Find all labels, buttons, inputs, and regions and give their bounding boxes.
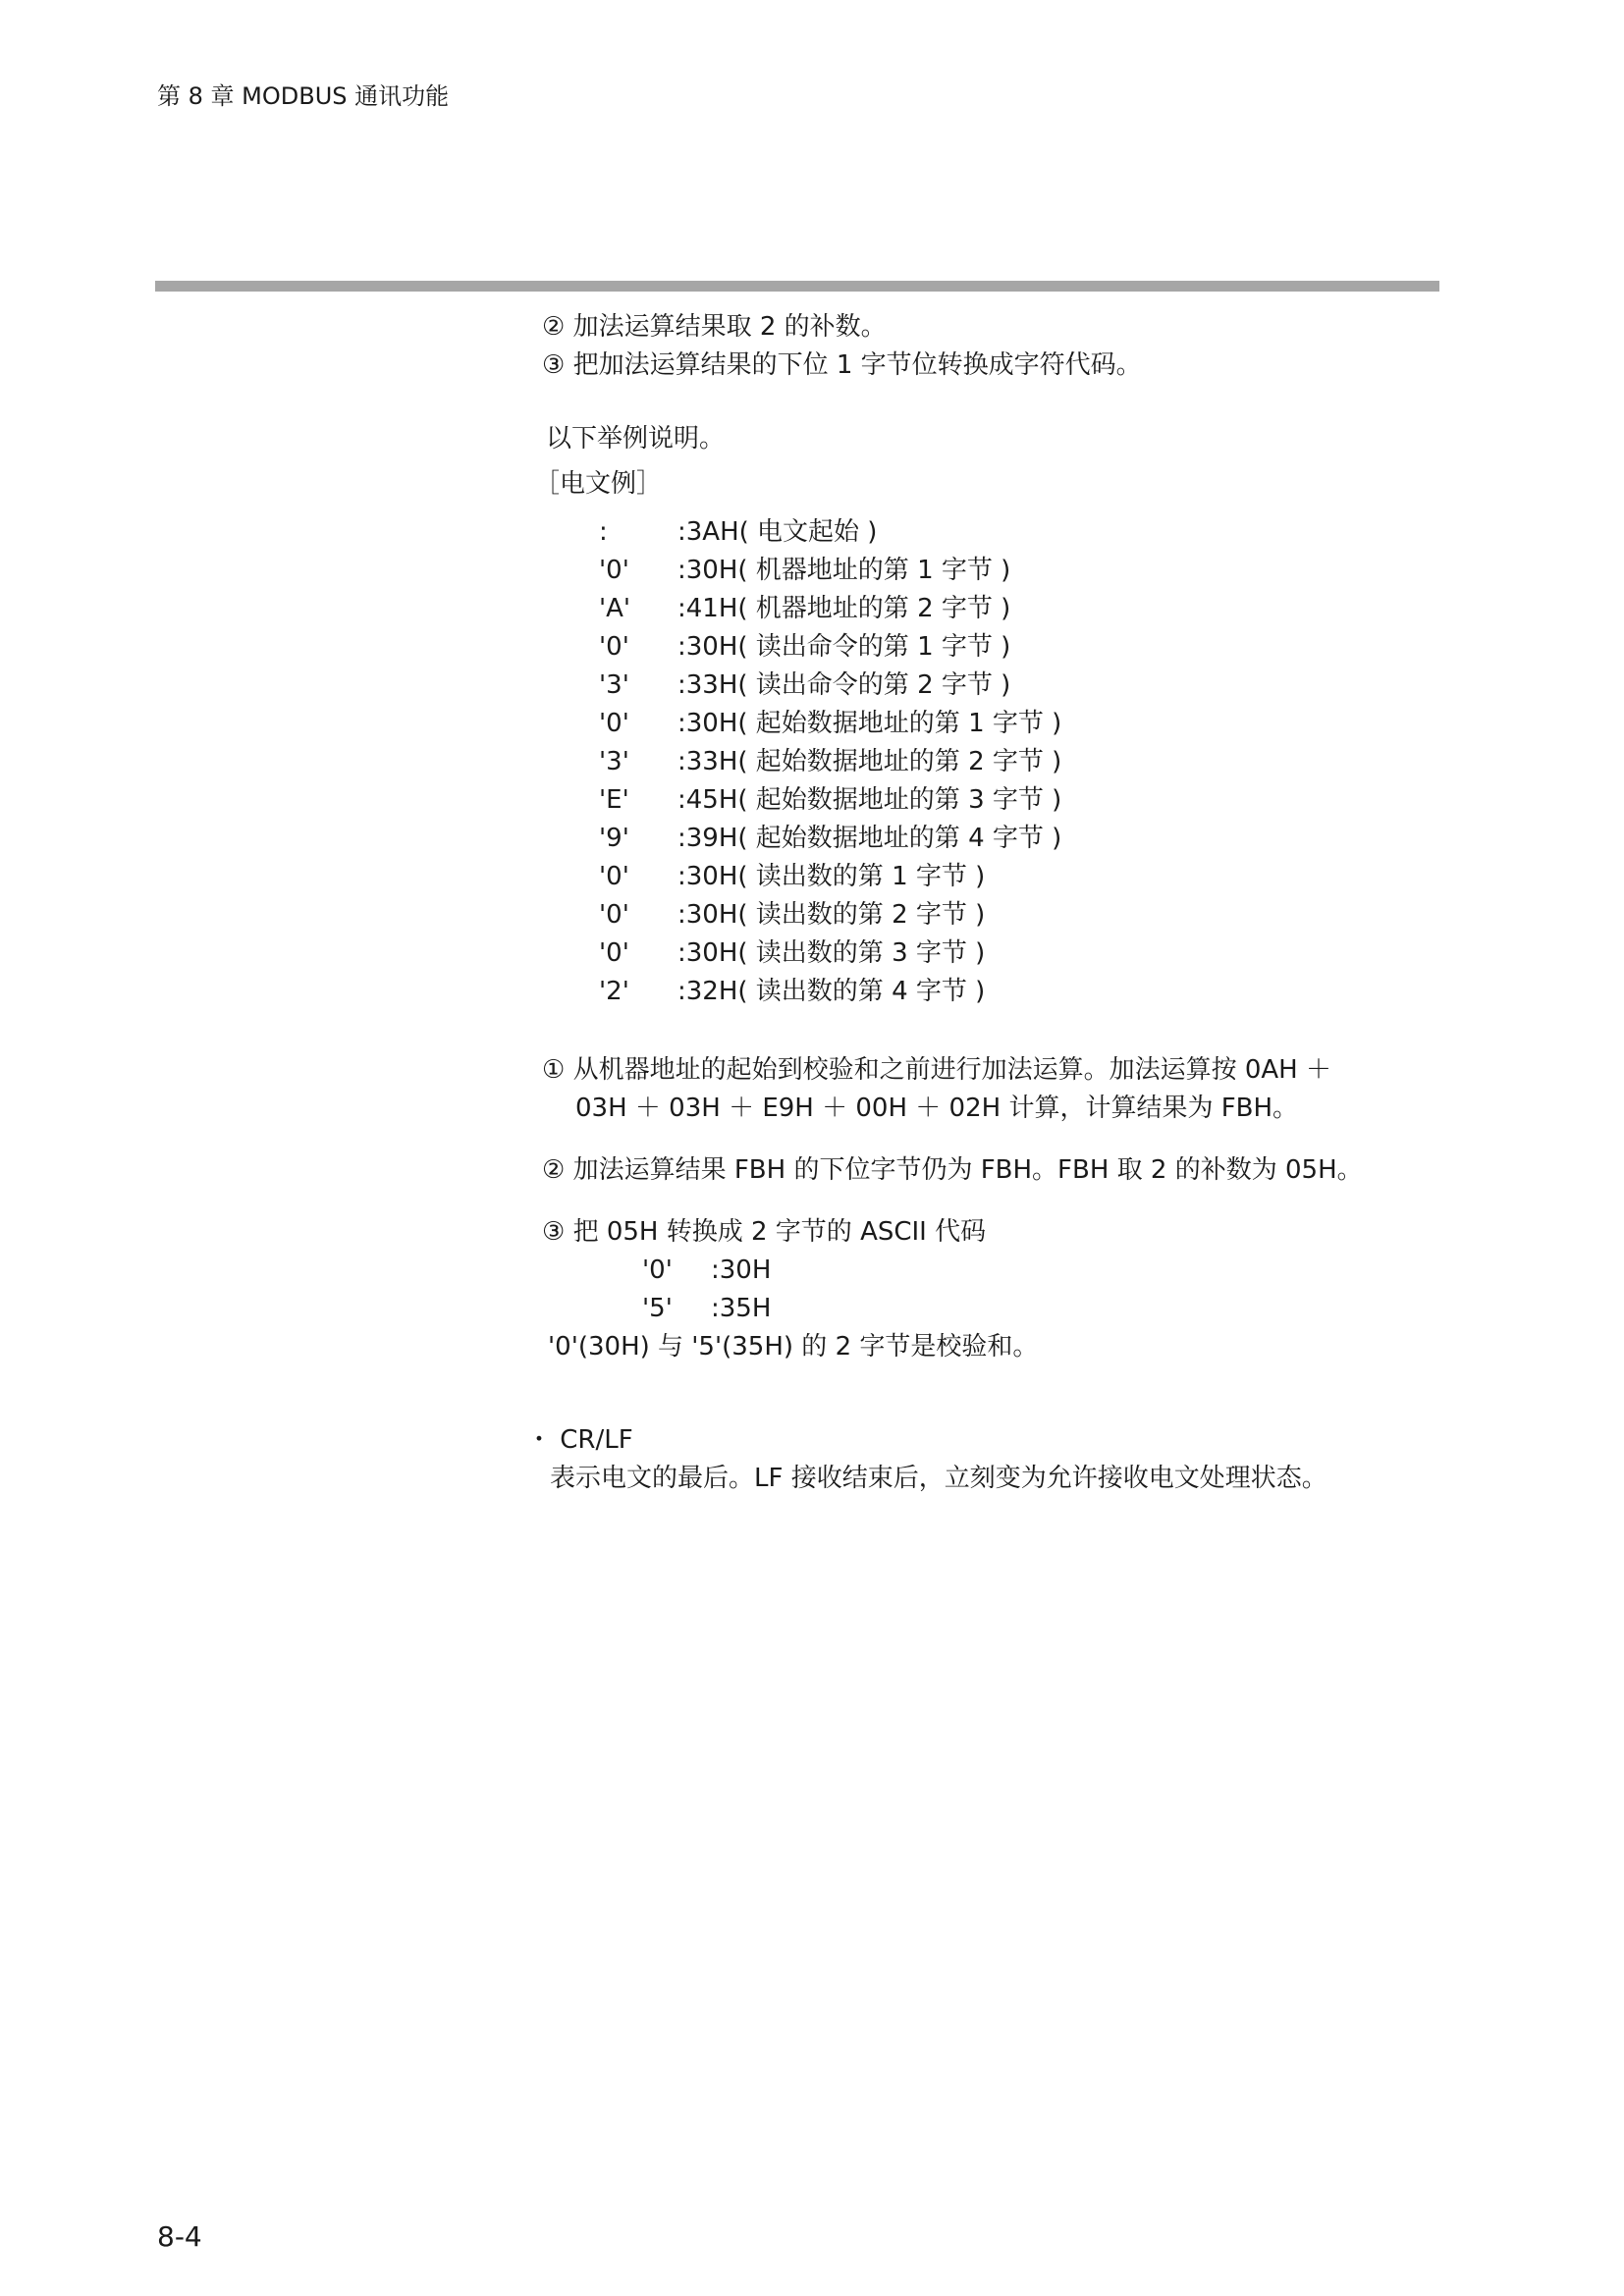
- ascii-value: :35H: [711, 1294, 772, 1323]
- ascii-char: '5': [642, 1294, 673, 1323]
- example-intro: 以下举例说明。: [546, 424, 726, 454]
- page-number: 8-4: [157, 2220, 202, 2253]
- calc-step-1-line-2: 03H ＋ 03H ＋ E9H ＋ 00H ＋ 02H 计算，计算结果为 FBH。: [575, 1094, 1299, 1123]
- calc-step-3: ③ 把 05H 转换成 2 字节的 ASCII 代码: [542, 1217, 987, 1247]
- frame-char: '0': [599, 632, 629, 662]
- frame-char: '9': [599, 824, 629, 853]
- frame-char: 'A': [599, 594, 631, 623]
- frame-value: :32H( 读出数的第 4 字节 ): [677, 977, 986, 1006]
- frame-char: '0': [599, 862, 629, 891]
- crlf-title: ・ CR/LF: [526, 1425, 633, 1455]
- frame-value: :30H( 读出数的第 1 字节 ): [677, 862, 986, 891]
- frame-char: '0': [599, 938, 629, 968]
- ascii-char: '0': [642, 1255, 673, 1285]
- frame-char: '3': [599, 747, 629, 776]
- frame-char: '0': [599, 556, 629, 585]
- frame-value: :30H( 读出命令的第 1 字节 ): [677, 632, 1011, 662]
- frame-value: :30H( 起始数据地址的第 1 字节 ): [677, 709, 1062, 738]
- frame-value: :3AH( 电文起始 ): [677, 517, 878, 547]
- frame-value: :33H( 起始数据地址的第 2 字节 ): [677, 747, 1062, 776]
- frame-char: '0': [599, 900, 629, 930]
- frame-value: :41H( 机器地址的第 2 字节 ): [677, 594, 1011, 623]
- frame-char: '2': [599, 977, 629, 1006]
- chapter-header: 第 8 章 MODBUS 通讯功能: [157, 82, 450, 110]
- example-title: ［电文例］: [534, 469, 663, 499]
- crlf-description: 表示电文的最后。LF 接收结束后，立刻变为允许接收电文处理状态。: [550, 1464, 1327, 1493]
- section-divider: [155, 281, 1439, 292]
- frame-value: :45H( 起始数据地址的第 3 字节 ): [677, 785, 1062, 815]
- frame-value: :30H( 机器地址的第 1 字节 ): [677, 556, 1011, 585]
- calc-step-1-line-1: ① 从机器地址的起始到校验和之前进行加法运算。加法运算按 0AH ＋: [542, 1055, 1331, 1085]
- frame-value: :39H( 起始数据地址的第 4 字节 ): [677, 824, 1062, 853]
- intro-step-3: ③ 把加法运算结果的下位 1 字节位转换成字符代码。: [542, 350, 1142, 380]
- ascii-value: :30H: [711, 1255, 772, 1285]
- frame-char: '3': [599, 670, 629, 700]
- frame-value: :30H( 读出数的第 3 字节 ): [677, 938, 986, 968]
- frame-value: :33H( 读出命令的第 2 字节 ): [677, 670, 1011, 700]
- frame-char: 'E': [599, 785, 629, 815]
- frame-char: '0': [599, 709, 629, 738]
- calc-step-2: ② 加法运算结果 FBH 的下位字节仍为 FBH。FBH 取 2 的补数为 05H。: [542, 1155, 1363, 1185]
- checksum-summary: '0'(30H) 与 '5'(35H) 的 2 字节是校验和。: [548, 1332, 1039, 1362]
- frame-value: :30H( 读出数的第 2 字节 ): [677, 900, 986, 930]
- intro-step-2: ② 加法运算结果取 2 的补数。: [542, 312, 887, 342]
- frame-char: :: [599, 517, 608, 547]
